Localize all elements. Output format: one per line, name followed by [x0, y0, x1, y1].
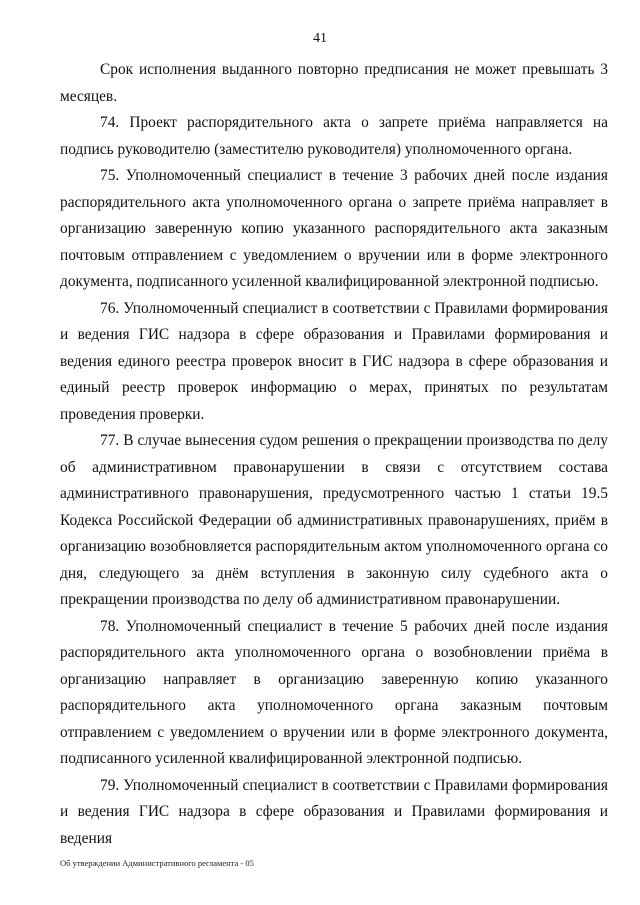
document-footer: Об утверждении Административного регламента - 05	[60, 858, 254, 868]
paragraph-75: 75. Уполномоченный специалист в течение 3 рабочих дней после издания распорядительного акта уполномоченного органа о запрете приёма направляет в организацию заверенную копию указанного распорядительного акта заказным почтовым отправлением с уведомлением о вручении или в форме электронного документа, подписанного усиленной квалифицированной электронной подписью.	[60, 167, 608, 290]
paragraph-79: 79. Уполномоченный специалист в соответствии с Правилами формирования и ведения ГИС надзора в сфере образования и Правилами формирования и ведения	[60, 776, 608, 847]
paragraph-continuation: Срок исполнения выданного повторно предписания не может превышать 3 месяцев.	[60, 61, 608, 105]
paragraph-78: 78. Уполномоченный специалист в течение 5 рабочих дней после издания распорядительного акта уполномоченного органа о возобновлении приёма в организацию направляет в организацию заверенную копию указанного распорядительного акта уполномоченного органа заказным почтовым отправлением с уведомлением о вручении или в форме электронного документа, подписанного усиленной квалифицированной электронной подписью.	[60, 617, 608, 767]
document-body	[60, 57, 608, 852]
paragraph-76: 76. Уполномоченный специалист в соответствии с Правилами формирования и ведения ГИС надзора в сфере образования и Правилами формирования и ведения единого реестра проверок вносит в ГИС надзора в сфере образования и единый реестр проверок информацию о мерах, принятых по результатам проведения проверки.	[60, 299, 608, 423]
paragraph-77: 77. В случае вынесения судом решения о прекращении производства по делу об административном правонарушении в связи с отсутствием состава административного правонарушения, предусмотренного частью 1 статьи 19.5 Кодекса Российской Федерации об административных правонарушениях, приём в организацию возобновляется распорядительным актом уполномоченного органа со дня, следующего за днём вступления в законную силу судебного акта о прекращении производства по делу об административном правонарушении.	[60, 432, 608, 608]
paragraph-74: 74. Проект распорядительного акта о запрете приёма направляется на подпись руководителю (заместителю руководителя) уполномоченного органа.	[60, 114, 608, 158]
page-number: 41	[313, 31, 327, 46]
